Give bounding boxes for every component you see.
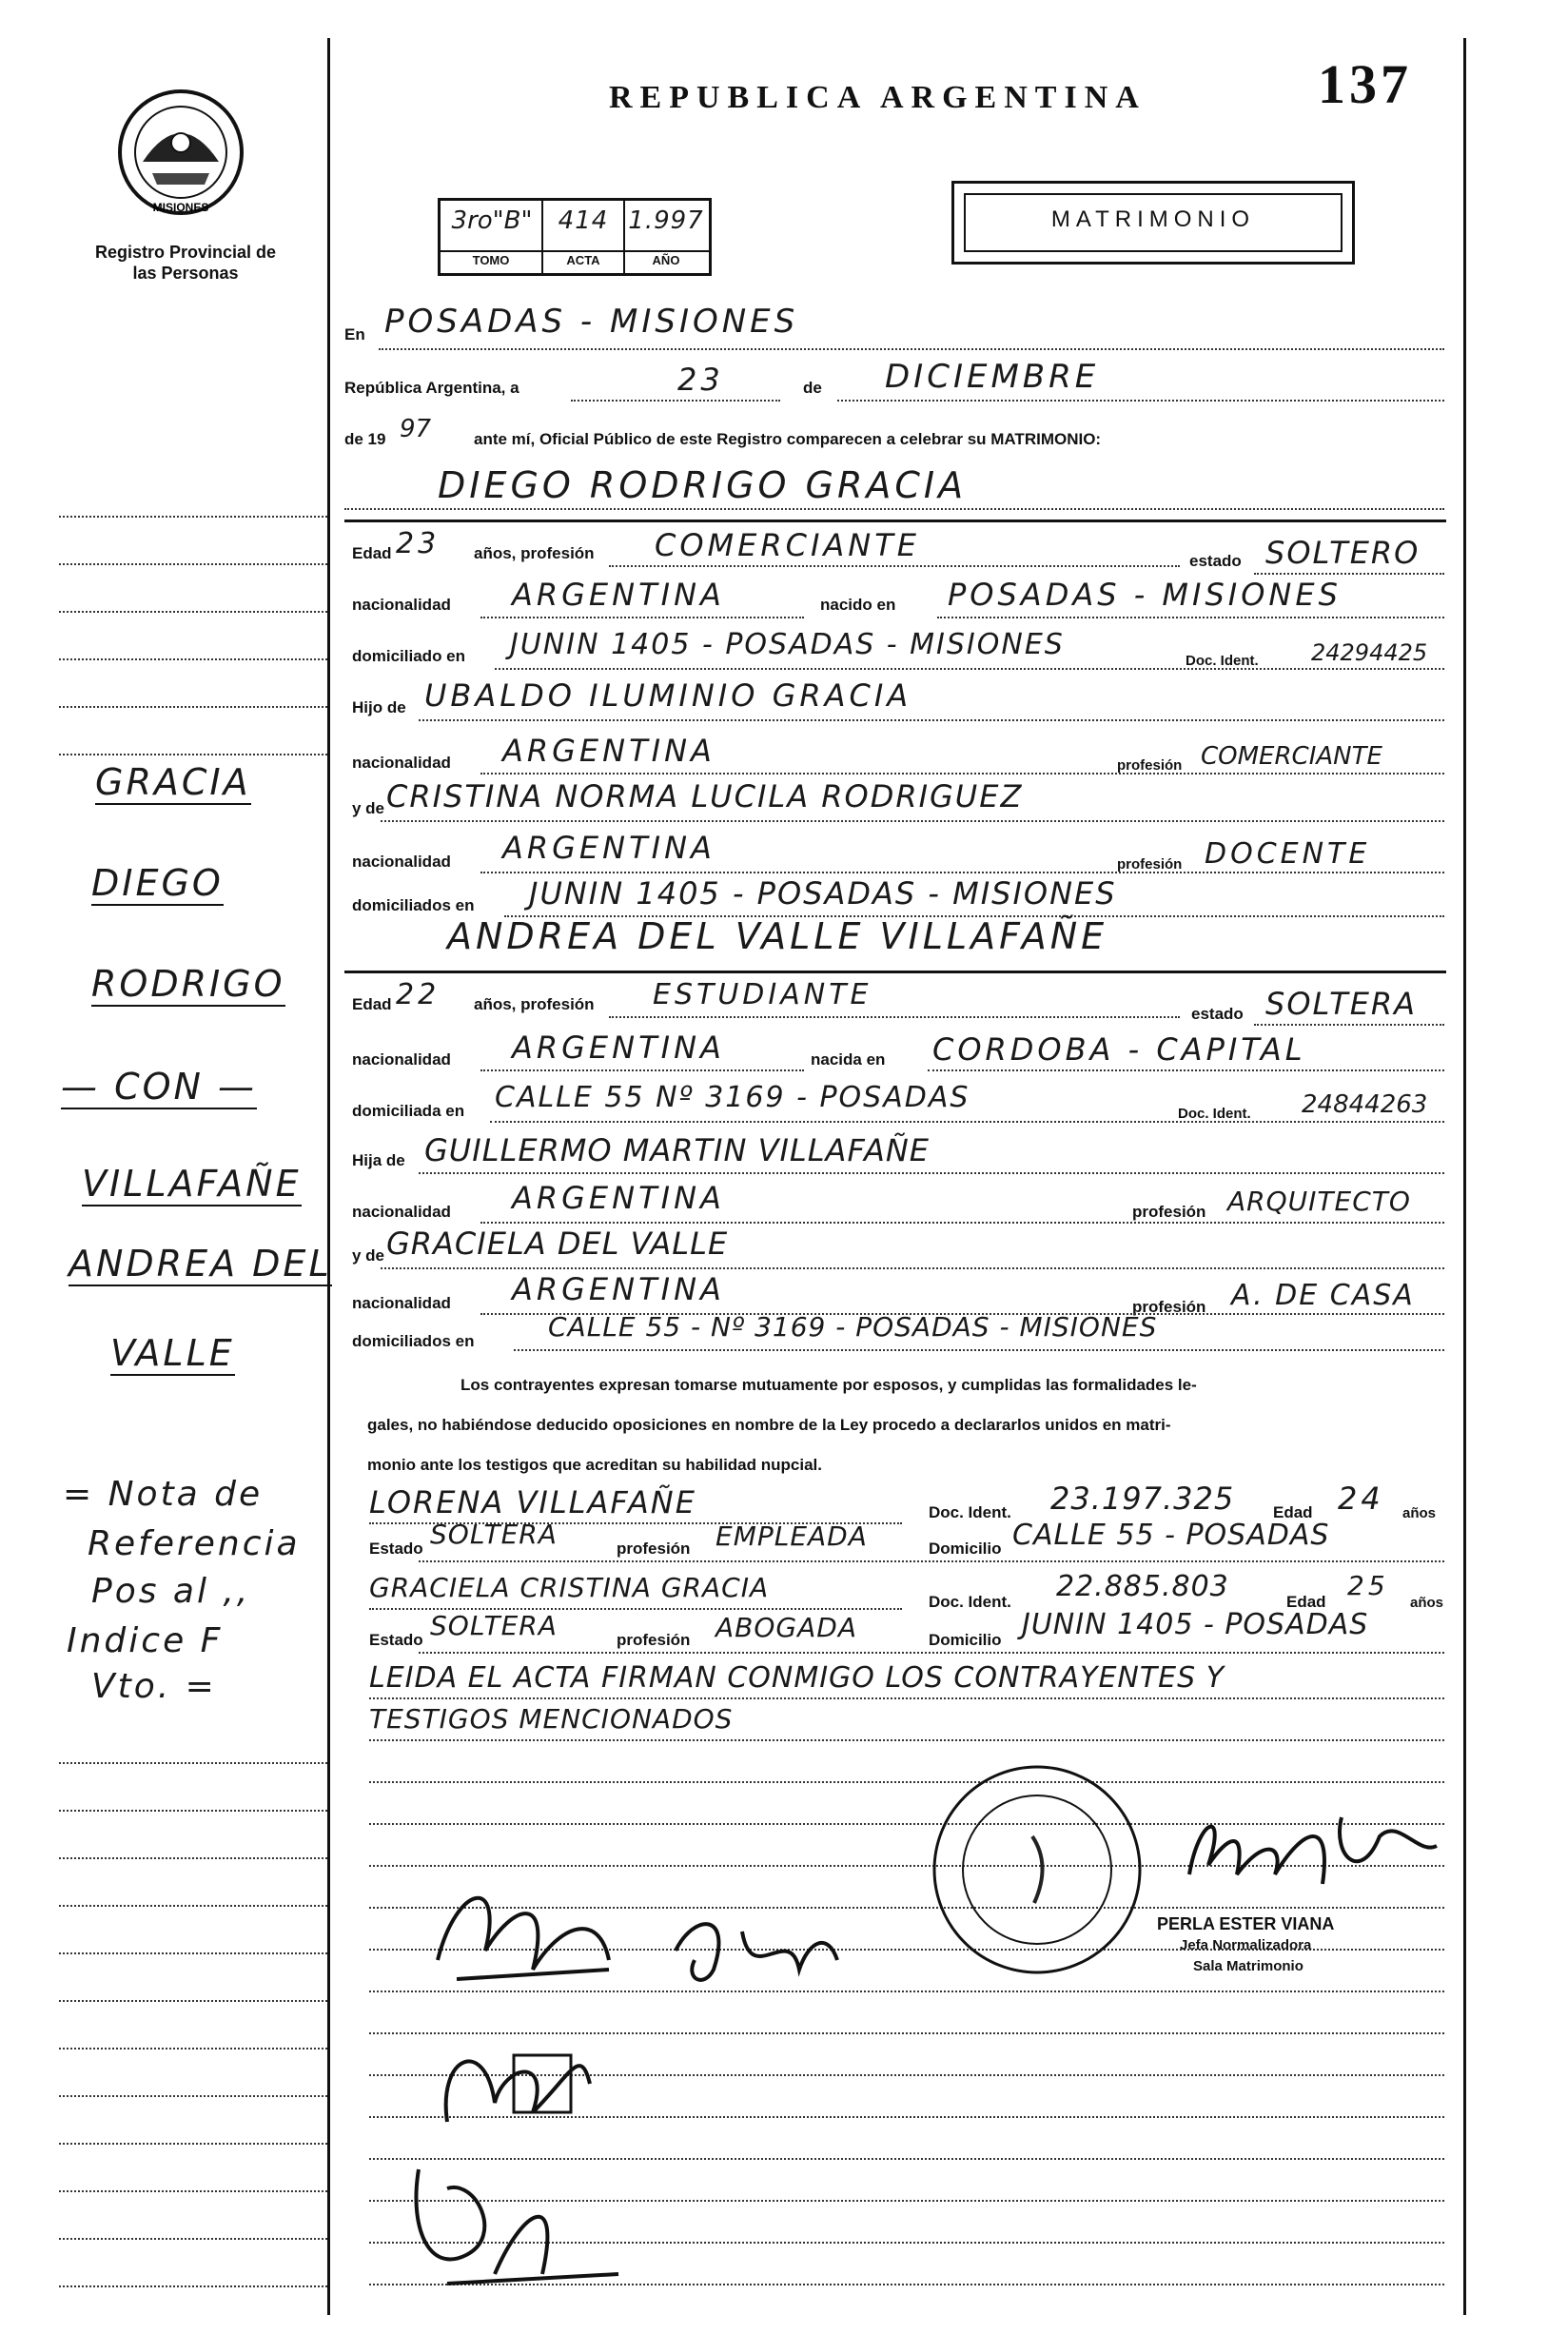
margin-note-3: Pos al ,, [91, 1572, 251, 1611]
signature-witness-1 [419, 2017, 609, 2141]
margin-note-5: Vto. = [91, 1667, 217, 1706]
anio-label: AÑO [652, 253, 680, 267]
edad-label: Edad [352, 995, 392, 1013]
tomo-value: 3ro"B" [451, 206, 533, 235]
section-rule [344, 971, 1446, 973]
witness2-doc: 22.885.803 [1056, 1570, 1229, 1603]
acta-value: 414 [558, 206, 609, 235]
doc-label: Doc. Ident. [1186, 653, 1259, 669]
bride-name: ANDREA DEL VALLE VILLAFAÑE [447, 915, 1108, 957]
groom-mother-nat: ARGENTINA [502, 830, 715, 866]
groom-name: DIEGO RODRIGO GRACIA [438, 464, 968, 506]
domiciliada-label: domiciliada en [352, 1102, 465, 1120]
witness-domicilio-label: Domicilio [929, 1631, 1002, 1649]
year-value: 97 [400, 415, 432, 443]
bride-father-nat: ARGENTINA [512, 1180, 725, 1216]
nacionalidad-label: nacionalidad [352, 1203, 451, 1221]
witness-edad-label: Edad [1286, 1593, 1326, 1611]
bride-father-prof: ARQUITECTO [1227, 1186, 1411, 1217]
bride-profession: ESTUDIANTE [653, 978, 872, 1011]
groom-father-nat: ARGENTINA [502, 733, 715, 769]
tomo-label: TOMO [472, 253, 510, 267]
nacionalidad-label: nacionalidad [352, 1050, 451, 1069]
profesion-label: profesión [1132, 1203, 1206, 1221]
hijo-label: Hijo de [352, 698, 406, 716]
witness-profesion-label: profesión [617, 1540, 691, 1558]
groom-age: 23 [396, 527, 441, 560]
official-title-1: Jefa Normalizadora [1180, 1937, 1312, 1953]
witness2-address: JUNIN 1405 - POSADAS [1022, 1608, 1369, 1641]
witness1-age: 24 [1338, 1481, 1384, 1517]
nacido-label: nacido en [820, 596, 896, 614]
groom-nationality: ARGENTINA [512, 577, 725, 613]
declaration-line-1: Los contrayentes expresan tomarse mutuamente por esposos, y cumplidas las formalidades le- [461, 1376, 1197, 1394]
profesion-label: profesión [1132, 1298, 1206, 1316]
bride-doc: 24844263 [1302, 1090, 1428, 1119]
groom-doc: 24294425 [1311, 639, 1428, 666]
anos-profesion-label: años, profesión [474, 544, 595, 562]
bride-estado: SOLTERA [1265, 986, 1418, 1022]
groom-estado: SOLTERO [1265, 535, 1421, 571]
witness-edad-label: Edad [1273, 1503, 1313, 1521]
domiciliados-label: domiciliados en [352, 896, 475, 914]
profesion-label: profesión [1117, 856, 1183, 873]
nacionalidad-label: nacionalidad [352, 596, 451, 614]
signature-witness-2 [390, 2150, 637, 2293]
closing-line-2: TESTIGOS MENCIONADOS [369, 1703, 734, 1735]
bride-mother: GRACIELA DEL VALLE [386, 1226, 729, 1262]
acta-label: ACTA [566, 253, 600, 267]
bride-nationality: ARGENTINA [512, 1030, 725, 1066]
witness1-profession: EMPLEADA [715, 1520, 868, 1552]
nacionalidad-label: nacionalidad [352, 853, 451, 871]
registry-seal [114, 86, 247, 219]
hija-label: Hija de [352, 1151, 405, 1169]
groom-birthplace: POSADAS - MISIONES [948, 577, 1342, 613]
witness-estado-label: Estado [369, 1540, 423, 1558]
groom-mother: CRISTINA NORMA LUCILA RODRIGUEZ [386, 778, 1024, 814]
witness-anos-label: años [1410, 1595, 1444, 1611]
month-value: DICIEMBRE [885, 358, 1100, 396]
witness-estado-label: Estado [369, 1631, 423, 1649]
witness2-name: GRACIELA CRISTINA GRACIA [369, 1572, 770, 1603]
bride-age: 22 [396, 978, 441, 1011]
witness1-address: CALLE 55 - POSADAS [1012, 1519, 1330, 1552]
nacionalidad-label: nacionalidad [352, 1294, 451, 1312]
groom-profession: COMERCIANTE [655, 527, 920, 563]
groom-father-prof: COMERCIANTE [1201, 742, 1382, 771]
official-name: PERLA ESTER VIANA [1157, 1914, 1335, 1933]
margin-line-6: ANDREA DEL [69, 1243, 332, 1285]
margin-note-1: = Nota de [63, 1475, 264, 1514]
signature-official [1170, 1798, 1446, 1903]
margin-line-2: DIEGO [91, 862, 224, 904]
estado-label: estado [1189, 552, 1242, 570]
anos-profesion-label: años, profesión [474, 995, 595, 1013]
margin-line-4: — CON — [61, 1066, 258, 1108]
de19-label: de 19 [344, 430, 386, 448]
doc-label: Doc. Ident. [1178, 1106, 1251, 1122]
witness2-profession: ABOGADA [715, 1612, 857, 1643]
margin-line-7: VALLE [110, 1332, 235, 1374]
bride-birthplace: CORDOBA - CAPITAL [932, 1031, 1306, 1068]
profesion-label: profesión [1117, 757, 1183, 774]
right-border [1463, 38, 1466, 2315]
witness1-name: LORENA VILLAFAÑE [369, 1484, 696, 1520]
nacida-label: nacida en [811, 1050, 886, 1069]
doc-type-box [951, 181, 1355, 265]
official-title-2: Sala Matrimonio [1193, 1958, 1303, 1974]
reference-box [438, 198, 712, 276]
witness-doc-label: Doc. Ident. [929, 1593, 1011, 1611]
svg-text:MISIONES: MISIONES [152, 201, 209, 214]
margin-line-1: GRACIA [95, 761, 251, 803]
witness2-age: 25 [1347, 1570, 1389, 1601]
signature-groom [419, 1865, 637, 2008]
en-label: En [344, 325, 365, 343]
bride-father: GUILLERMO MARTIN VILLAFAÑE [424, 1132, 931, 1168]
bride-mother-nat: ARGENTINA [512, 1271, 725, 1307]
de-label: de [803, 379, 822, 397]
margin-line-5: VILLAFAÑE [82, 1163, 302, 1205]
official-stamp [928, 1760, 1147, 1979]
domiciliado-label: domiciliado en [352, 647, 466, 665]
edad-label: Edad [352, 544, 392, 562]
registry-title: Registro Provincial de las Personas [94, 243, 277, 283]
declaration-line-2: gales, no habiéndose deducido oposiciones en nombre de la Ley procedo a declararlos unidos en matri- [367, 1416, 1171, 1434]
groom-parents-address: JUNIN 1405 - POSADAS - MISIONES [529, 875, 1117, 912]
bride-mother-prof: A. DE CASA [1231, 1279, 1415, 1312]
doc-type: MATRIMONIO [1050, 206, 1256, 232]
yde-label: y de [352, 799, 385, 817]
estado-label: estado [1191, 1005, 1244, 1023]
witness-domicilio-label: Domicilio [929, 1540, 1002, 1558]
margin-line-3: RODRIGO [91, 963, 285, 1005]
bride-parents-address: CALLE 55 - Nº 3169 - POSADAS - MISIONES [548, 1311, 1158, 1343]
republica-label: República Argentina, a [344, 379, 519, 397]
anio-value: 1.997 [628, 206, 704, 235]
witness-profesion-label: profesión [617, 1631, 691, 1649]
margin-note-4: Indice F [67, 1621, 224, 1660]
place-value: POSADAS - MISIONES [384, 303, 799, 341]
column-divider [327, 38, 330, 2315]
signature-bride [657, 1893, 847, 2008]
margin-note-2: Referencia [88, 1524, 301, 1563]
declaration-line-3: monio ante los testigos que acreditan su habilidad nupcial. [367, 1456, 822, 1474]
country-title: REPUBLICA ARGENTINA [609, 80, 1147, 115]
witness1-doc: 23.197.325 [1050, 1481, 1235, 1517]
witness1-estado: SOLTERA [430, 1519, 558, 1550]
bride-address: CALLE 55 Nº 3169 - POSADAS [495, 1081, 970, 1114]
groom-address: JUNIN 1405 - POSADAS - MISIONES [510, 628, 1065, 661]
section-rule [344, 520, 1446, 522]
nacionalidad-label: nacionalidad [352, 754, 451, 772]
groom-mother-prof: DOCENTE [1205, 837, 1371, 871]
witness-doc-label: Doc. Ident. [929, 1503, 1011, 1521]
closing-line-1: LEIDA EL ACTA FIRMAN CONMIGO LOS CONTRAYENTES Y [369, 1661, 1225, 1695]
witness2-estado: SOLTERA [430, 1610, 558, 1641]
comparecen-text: ante mí, Oficial Público de este Registro comparecen a celebrar su MATRIMONIO: [474, 430, 1102, 448]
day-value: 23 [677, 362, 724, 398]
page-number: 137 [1318, 53, 1412, 115]
domiciliados-label: domiciliados en [352, 1332, 475, 1350]
groom-father: UBALDO ILUMINIO GRACIA [424, 677, 912, 714]
yde-label: y de [352, 1246, 385, 1265]
witness-anos-label: años [1402, 1505, 1437, 1521]
